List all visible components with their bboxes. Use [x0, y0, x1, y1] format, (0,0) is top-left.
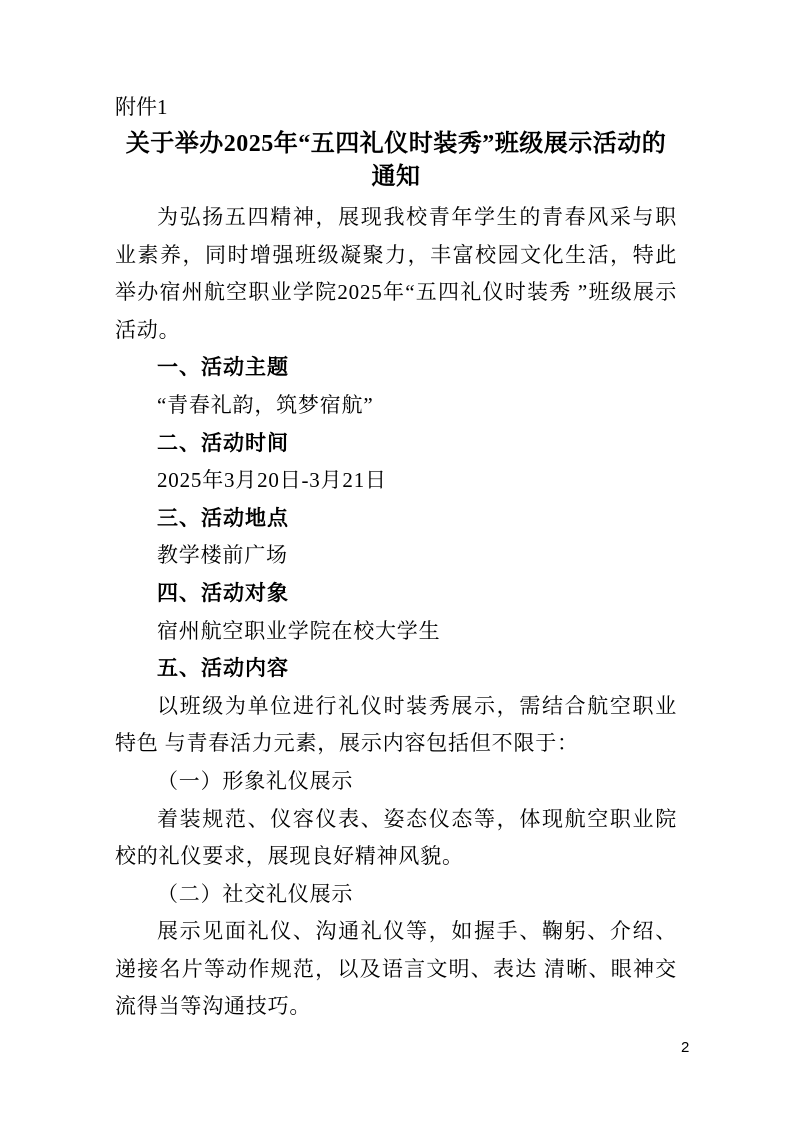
section-1-body: “青春礼韵，筑梦宿航” — [157, 392, 374, 417]
section-1-heading: 一、活动主题 — [157, 356, 289, 380]
section-5-body: 以班级为单位进行礼仪时装秀展示，需结合航空职业特色 与青春活力元素，展示内容包括但不限于： — [115, 693, 677, 756]
section-4-body: 宿州航空职业学院在校大学生 — [157, 618, 441, 643]
subsection-2-heading: （二）社交礼仪展示 — [157, 881, 354, 906]
section-2-body: 2025年3月20日-3月21日 — [157, 468, 387, 493]
section-5-heading: 五、活动内容 — [157, 657, 289, 681]
section-4-heading: 四、活动对象 — [157, 581, 289, 605]
page-number: 2 — [681, 1039, 690, 1056]
section-3-body: 教学楼前广场 — [157, 543, 288, 568]
document-body — [115, 199, 677, 1026]
document-content — [115, 94, 677, 1026]
section-2-heading: 二、活动时间 — [157, 431, 289, 455]
subsection-1-heading: （一）形象礼仪展示 — [157, 768, 354, 793]
subsection-2-body: 展示见面礼仪、沟通礼仪等，如握手、鞠躬、介绍、递接名片等动作规范，以及语言文明、表达 清晰、眼神交流得当等沟通技巧。 — [115, 919, 677, 1019]
document-title: 关于举办2025年“五四礼仪时装秀”班级展示活动的通知 — [125, 131, 667, 190]
intro-paragraph: 为弘扬五四精神，展现我校青年学生的青春风采与职业素养，同时增强班级凝聚力，丰富校园文化生活，特此举办宿州航空职业学院2025年“五四礼仪时装秀 ”班级展示活动。 — [115, 205, 677, 342]
section-3-heading: 三、活动地点 — [157, 506, 289, 530]
subsection-1-body: 着装规范、仪容仪表、姿态仪态等，体现航空职业院校的礼仪要求，展现良好精神风貌。 — [115, 806, 677, 869]
attachment-label: 附件1 — [115, 95, 168, 119]
